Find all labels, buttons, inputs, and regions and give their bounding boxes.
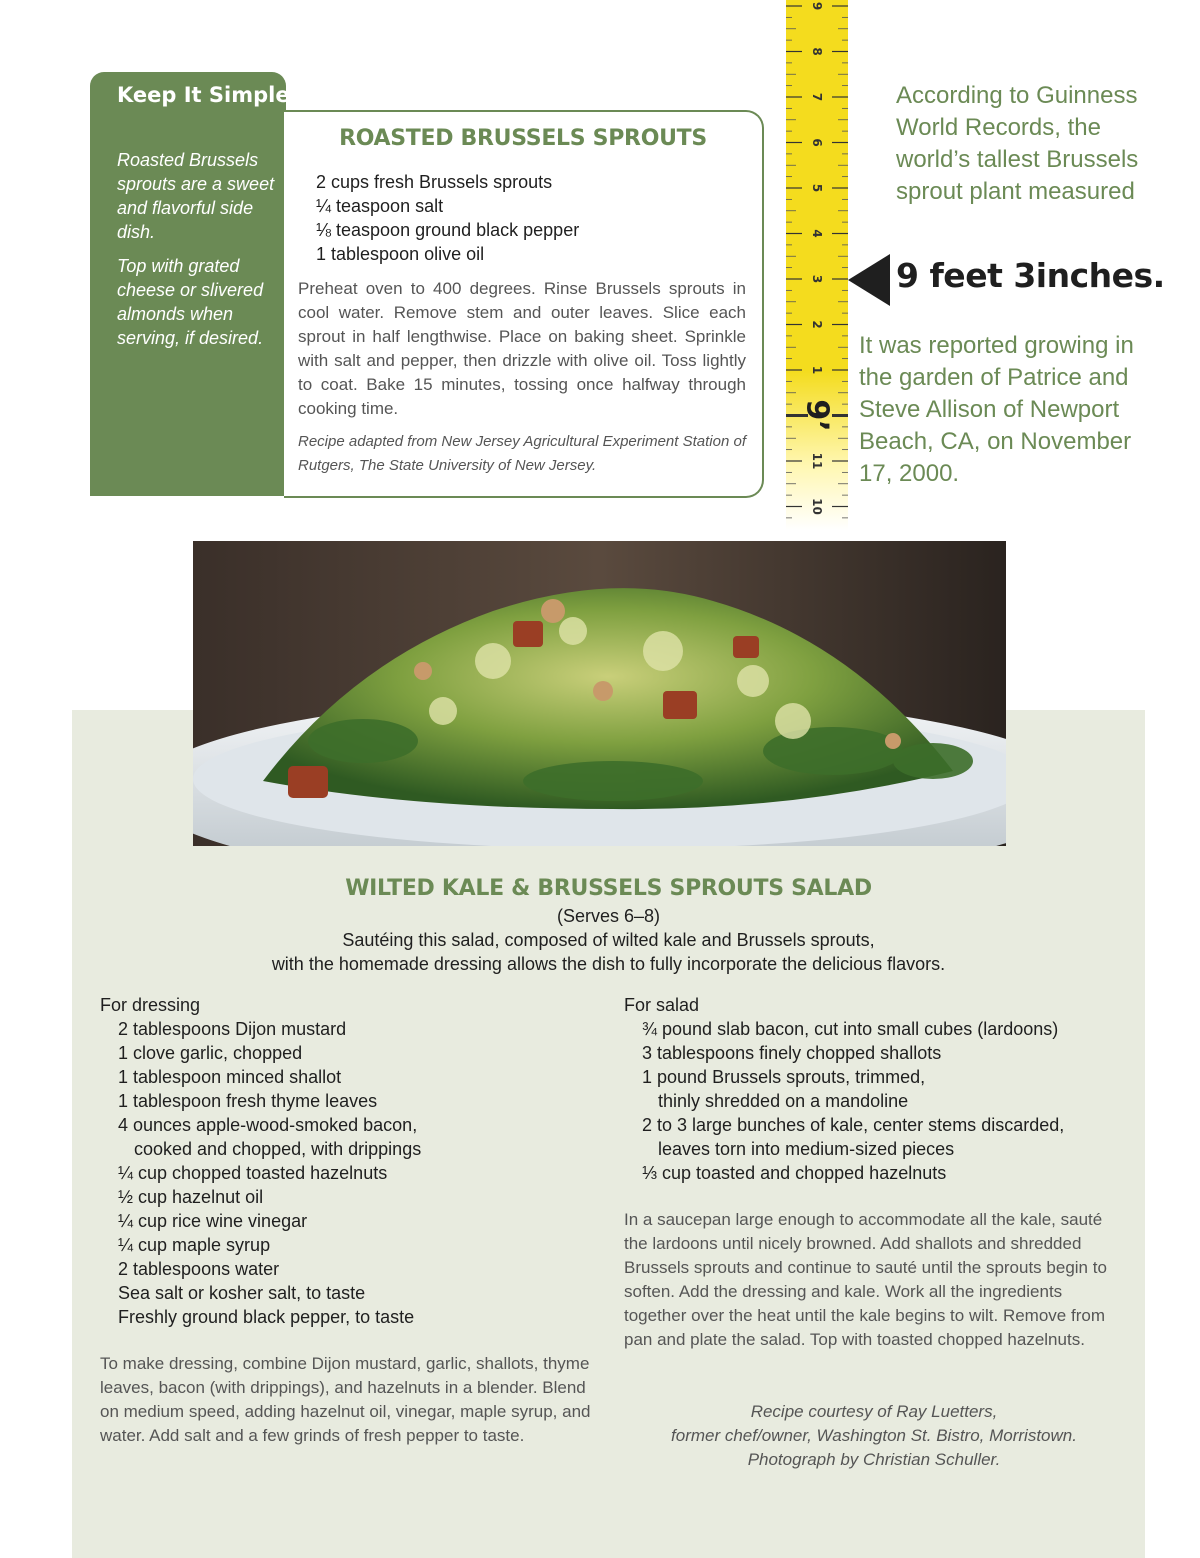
ingredient-continuation: cooked and chopped, with drippings: [134, 1139, 422, 1159]
side-tips: [117, 148, 277, 360]
card-credit: Recipe adapted from New Jersey Agricultural Experiment Station of Rutgers, The State University of New Jersey.: [298, 433, 746, 474]
dressing-method: To make dressing, combine Dijon mustard, garlic, shallots, thyme leaves, bacon (with drippings), and hazelnuts in a blender. Blend on medium speed, adding hazelnut oil, vinegar, maple syrup, and water. Add salt and a few grinds of fresh pepper to taste.: [100, 1354, 591, 1445]
tape-number: 1: [810, 365, 824, 375]
tape-number: 7: [810, 92, 824, 102]
salad-heading: For salad: [624, 995, 700, 1015]
ingredient-item: [118, 1233, 598, 1257]
tab-label: Keep It Simple: [117, 83, 290, 107]
ingredient-item: [642, 1161, 1122, 1185]
ingredient: ⅛ teaspoon ground black pepper: [316, 220, 580, 240]
ingredient-item: [118, 1209, 598, 1233]
ingredient-item: [118, 1017, 598, 1041]
ingredient-item: [642, 1113, 1122, 1161]
ingredient-continuation: thinly shredded on a mandoline: [658, 1091, 909, 1111]
card-title: ROASTED BRUSSELS SPROUTS: [339, 126, 707, 151]
ingredient-text: ⅓ cup toasted and chopped hazelnuts: [642, 1163, 947, 1183]
ingredient-item: [118, 1305, 598, 1329]
tape-number: 5: [810, 183, 824, 193]
ingredient-item: [118, 1041, 598, 1065]
salad-title: WILTED KALE & BRUSSELS SPROUTS SALAD: [345, 876, 872, 901]
tape-measure: [786, 0, 848, 530]
pointer-arrow-icon: [848, 254, 890, 306]
ingredient-text: 3 tablespoons finely chopped shallots: [642, 1043, 942, 1063]
ingredient-text: Sea salt or kosher salt, to taste: [118, 1283, 366, 1303]
salad-ingredients: [642, 1017, 1122, 1185]
tape-number: 3: [810, 274, 824, 284]
tape-number: 6: [810, 138, 824, 147]
ingredient-item: [118, 1161, 598, 1185]
ingredient-item: [642, 1065, 1122, 1113]
tape-number: 9’: [799, 399, 835, 432]
ingredient-item: [642, 1017, 1122, 1041]
fact-intro: According to Guinness World Records, the world’s tallest Brussels sprout plant measured: [896, 82, 1139, 205]
tape-number: 2: [810, 320, 824, 329]
tape-number: 11: [810, 452, 824, 470]
credit-line: former chef/owner, Washington St. Bistro, Morristown.: [671, 1426, 1077, 1445]
salad-photo-illustration: [193, 541, 1006, 846]
salad-method: In a saucepan large enough to accommodate all the kale, sauté the lardoons until nicely browned. Add shallots and shredded Brussels sprouts and continue to sauté until the sprouts begin to soften. Add the dressing and kale. Work all the ingredients together over the heat until the kale begins to wilt. Remove from pan and plate the salad. Top with toasted chopped hazelnuts.: [624, 1210, 1107, 1349]
tape-number: 4: [810, 229, 824, 238]
tape-graphic: [786, 0, 848, 530]
ingredient-item: [118, 1065, 598, 1089]
ingredient-text: ¼ cup maple syrup: [118, 1235, 271, 1255]
ingredient-text: 2 tablespoons water: [118, 1259, 280, 1279]
ingredient-text: 1 clove garlic, chopped: [118, 1043, 303, 1063]
ingredient: 2 cups fresh Brussels sprouts: [316, 172, 553, 192]
ingredient-text: 2 tablespoons Dijon mustard: [118, 1019, 347, 1039]
ingredient-text: Freshly ground black pepper, to taste: [118, 1307, 415, 1327]
fact-height: 9 feet 3inches.: [896, 256, 1165, 295]
tape-number: 8: [810, 47, 824, 56]
ingredient-text: 2 to 3 large bunches of kale, center stems discarded,: [642, 1115, 1065, 1135]
dressing-ingredients: [118, 1017, 598, 1329]
salad-serves: (Serves 6–8): [556, 906, 661, 926]
ingredient-text: 4 ounces apple-wood-smoked bacon,: [118, 1115, 418, 1135]
ingredient-item: [118, 1185, 598, 1209]
description-line-2: with the homemade dressing allows the dish to fully incorporate the delicious flavors.: [271, 954, 946, 974]
ingredient-text: 1 tablespoon fresh thyme leaves: [118, 1091, 378, 1111]
ingredient-text: ¼ cup chopped toasted hazelnuts: [118, 1163, 388, 1183]
card-ingredients: [316, 170, 579, 266]
credit-line: Photograph by Christian Schuller.: [747, 1450, 1001, 1469]
ingredient-item: [118, 1257, 598, 1281]
ingredient-text: 1 pound Brussels sprouts, trimmed,: [642, 1067, 926, 1087]
credit-line: Recipe courtesy of Ray Luetters,: [750, 1402, 998, 1421]
ingredient-text: ¼ cup rice wine vinegar: [118, 1211, 308, 1231]
ingredient-continuation: leaves torn into medium-sized pieces: [658, 1139, 955, 1159]
ingredient-item: [118, 1113, 598, 1161]
ingredient-text: ½ cup hazelnut oil: [118, 1187, 264, 1207]
ingredient: ¼ teaspoon salt: [316, 196, 444, 216]
salad-credit: [624, 1400, 1124, 1472]
description-line-1: Sautéing this salad, composed of wilted kale and Brussels sprouts,: [342, 930, 875, 950]
salad-photo: [193, 541, 1006, 846]
tip-1: Roasted Brussels sprouts are a sweet and flavorful side dish.: [117, 150, 275, 242]
card-method: Preheat oven to 400 degrees. Rinse Brussels sprouts in cool water. Remove stem and outer leaves. Slice each sprout in half lengthwise. Place on baking sheet. Sprinkle with salt and pepper, then drizzle with olive oil. Toss lightly to coat. Bake 15 minutes, tossing once halfway through cooking time.: [298, 279, 746, 418]
dressing-heading: For dressing: [100, 995, 201, 1015]
ingredient-text: 1 tablespoon minced shallot: [118, 1067, 342, 1087]
ingredient: 1 tablespoon olive oil: [316, 244, 485, 264]
tape-number: 10: [810, 498, 824, 515]
ingredient-item: [118, 1281, 598, 1305]
salad-description: [72, 928, 1145, 976]
tip-2: Top with grated cheese or slivered almonds when serving, if desired.: [117, 256, 264, 348]
fact-detail: It was reported growing in the garden of Patrice and Steve Allison of Newport Beach, CA, on November 17, 2000.: [859, 332, 1134, 487]
tape-ticks: [786, 2, 848, 518]
ingredient-item: [642, 1041, 1122, 1065]
tape-number: 9: [810, 1, 824, 11]
ingredient-item: [118, 1089, 598, 1113]
ingredient-text: ¾ pound slab bacon, cut into small cubes (lardoons): [642, 1019, 1059, 1039]
